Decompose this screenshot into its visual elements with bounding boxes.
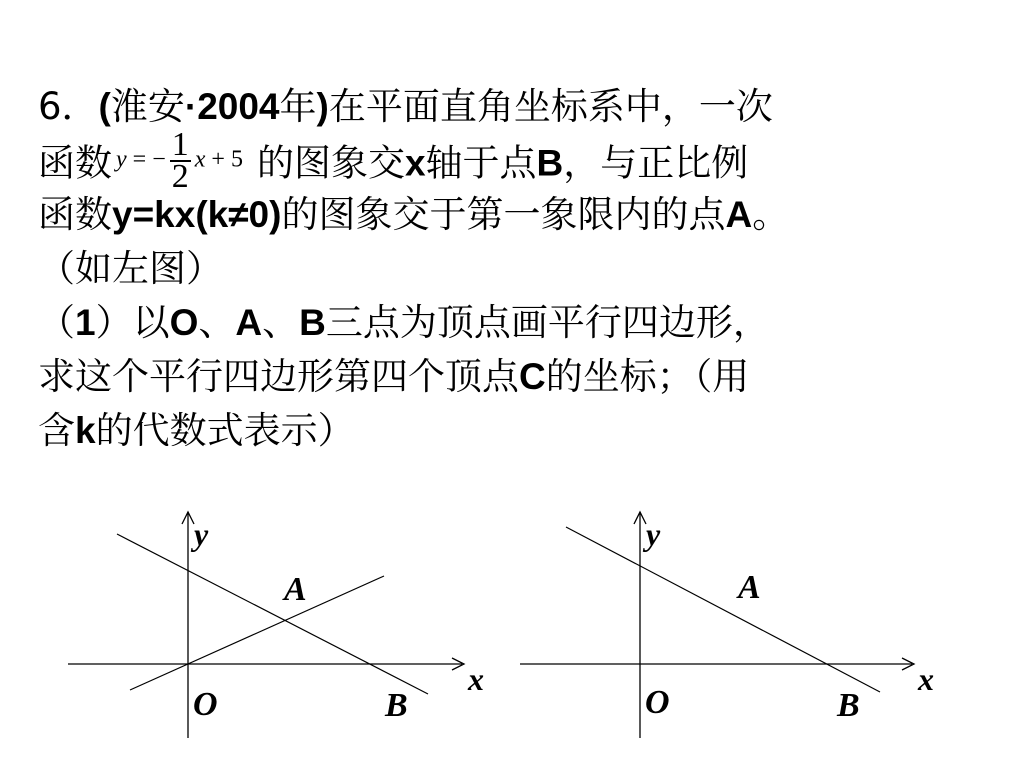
text-segment: 。 (752, 193, 790, 236)
formula-var-x: x (194, 146, 206, 173)
formula-plus: + (211, 146, 225, 173)
y-axis-label: y (646, 516, 661, 552)
text-segment: 、 (198, 301, 236, 344)
text-segment: 在平面直角坐标系中，一次 (328, 85, 773, 128)
text-segment: 函数 (38, 193, 112, 236)
text-segment: ( (98, 86, 111, 127)
text-segment: B (299, 302, 326, 343)
text-segment: 函数 (38, 141, 112, 185)
text-segment: 的图象交 (256, 141, 405, 185)
text-segment: 的图象交于第一象限内的点 (281, 193, 726, 236)
linear-function-line (117, 534, 428, 694)
formula-var-y: y (116, 146, 127, 173)
text-segment: （如左图） (38, 247, 223, 290)
text-segment: 1 (75, 302, 96, 343)
fraction-denominator: 2 (171, 158, 189, 195)
origin-label: O (645, 684, 670, 721)
point-a-label: A (284, 571, 307, 608)
text-segment: C (519, 356, 546, 397)
text-segment: ) (316, 86, 329, 127)
text-segment: A (725, 194, 753, 235)
point-b-label: B (837, 687, 860, 724)
text-segment: 轴于点 (425, 141, 537, 185)
text-segment: 6 (38, 85, 62, 128)
y-axis-label: y (194, 516, 209, 552)
text-segment: 年 (279, 85, 317, 128)
text-segment: 的代数式表示） (95, 409, 355, 452)
text-segment: ）以 (95, 301, 170, 344)
text-segment: （ (38, 301, 75, 344)
proportional-function-line (130, 576, 384, 690)
text-segment: x (404, 142, 426, 184)
text-segment: · (184, 86, 198, 127)
origin-label: O (193, 686, 218, 723)
text-segment: 含 (38, 409, 75, 452)
text-segment: 淮安 (110, 85, 185, 128)
x-axis-label: x (468, 661, 484, 697)
text-segment: ． (61, 85, 99, 128)
text-segment: 求这个平行四边形第四个顶点 (38, 355, 519, 398)
text-segment: O (169, 302, 199, 343)
text-segment: 的坐标；（用 (545, 355, 750, 398)
text-segment: k (75, 410, 96, 451)
figure-left (68, 512, 484, 738)
text-segment: B (536, 142, 564, 184)
point-a-label: A (738, 569, 761, 606)
text-segment: 2004 (197, 86, 280, 127)
linear-function-line (566, 527, 880, 692)
text-segment: ，与正比例 (563, 141, 749, 185)
text-segment: 三点为顶点画平行四边形， (325, 301, 770, 344)
fraction-numerator: 1 (171, 126, 189, 163)
formula-equals: = (132, 146, 147, 173)
text-segment: y=kx(k≠0) (112, 194, 282, 235)
x-axis-label: x (918, 661, 934, 697)
formula-constant: 5 (230, 146, 243, 173)
figure-right (520, 512, 934, 738)
point-b-label: B (385, 687, 408, 724)
formula-minus: − (152, 146, 166, 173)
text-segment: A (235, 302, 263, 343)
text-segment: 、 (262, 301, 300, 344)
